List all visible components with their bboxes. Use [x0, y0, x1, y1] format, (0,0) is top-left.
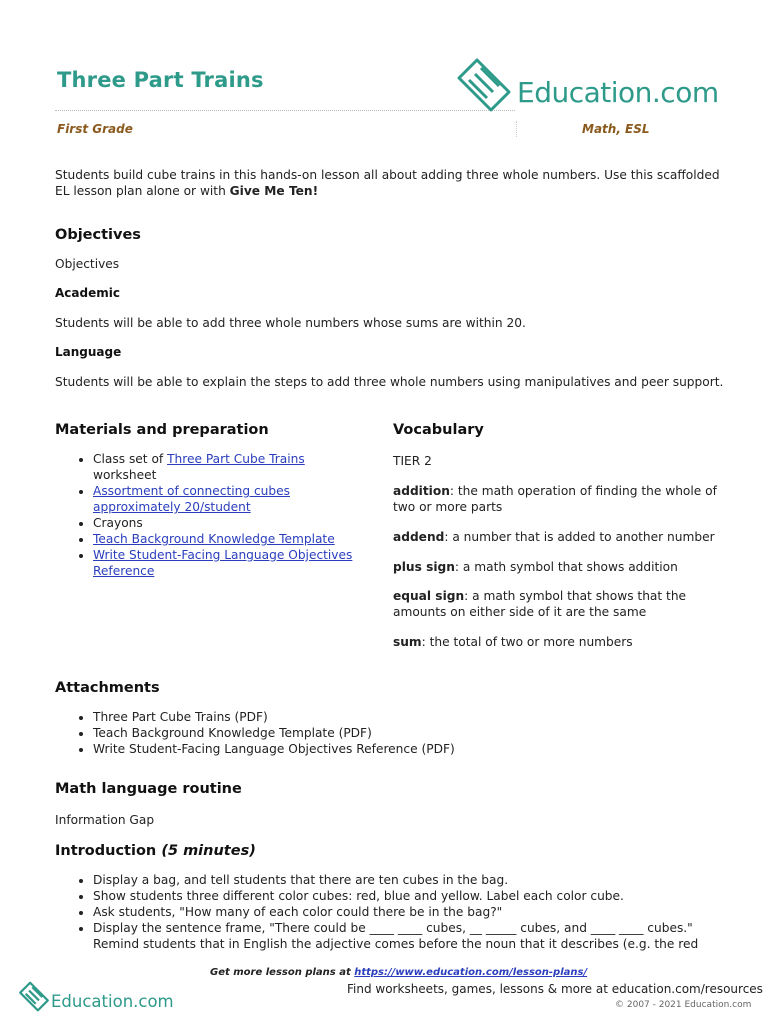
grade-label: First Grade	[57, 122, 133, 136]
attachments-list-container	[55, 709, 715, 757]
list-item	[93, 483, 355, 515]
lesson-plans-link[interactable]: https://www.education.com/lesson-plans/	[354, 967, 588, 978]
list-item: • Ask students, "How many of each color could there be in the bag?"	[93, 904, 725, 920]
page-title: Three Part Trains	[57, 68, 264, 92]
academic-label: Academic	[55, 286, 120, 300]
vocabulary-tier: TIER 2	[393, 454, 432, 468]
materials-heading: Materials and preparation	[55, 422, 269, 438]
language-objective: Students will be able to explain the steps to add three whole numbers using manipulatives and peer support.	[55, 375, 724, 389]
routine-text: Information Gap	[55, 813, 155, 827]
vocab-term: sum: the total of two or more numbers	[393, 635, 633, 649]
list-item: • Crayons	[93, 515, 355, 531]
list-item: • Show students three different color cubes: red, blue and yellow. Label each color cube.	[93, 888, 725, 904]
academic-objective: Students will be able to add three whole numbers whose sums are within 20.	[55, 316, 526, 330]
three-part-cube-trains-link[interactable]: Three Part Cube Trains	[167, 452, 305, 466]
objectives-heading: Objectives	[55, 227, 141, 243]
language-objectives-link[interactable]: Write Student-Facing Language Objectives Reference	[93, 548, 353, 578]
education-logo-icon	[455, 56, 513, 112]
vocab-term: addend: a number that is added to another number	[393, 530, 715, 544]
introduction-duration: (5 minutes)	[161, 843, 256, 859]
education-logo[interactable]	[455, 56, 717, 112]
attachments-list	[55, 709, 715, 757]
materials-list-container	[55, 451, 355, 579]
list-item: • Class set of Three Part Cube Trains worksheet	[93, 451, 355, 483]
footer-copyright: © 2007 - 2021 Education.com	[615, 1000, 752, 1010]
footer-get-more: Get more lesson plans at https://www.education.com/lesson-plans/	[210, 967, 588, 978]
vocab-term: plus sign: a math symbol that shows addition	[393, 560, 678, 574]
vocab-term: equal sign: a math symbol that shows that the amounts on either side of it are the same	[393, 589, 687, 619]
footer-logo[interactable]	[18, 980, 174, 1014]
language-label: Language	[55, 345, 122, 359]
logo-wordmark: Education.com	[517, 76, 719, 109]
footer-find-text: Find worksheets, games, lessons & more at education.com/resources	[347, 982, 763, 996]
background-knowledge-link[interactable]: Teach Background Knowledge Template	[93, 532, 335, 546]
meta-divider	[516, 121, 517, 137]
attachment-item[interactable]: • Teach Background Knowledge Template (PDF)	[93, 725, 715, 741]
introduction-heading: Introduction (5 minutes)	[55, 843, 256, 859]
list-item	[93, 547, 355, 579]
list-item: • Display a bag, and tell students that there are ten cubes in the bag.	[93, 872, 725, 888]
objectives-subheading: Objectives	[55, 257, 120, 271]
footer-logo-wordmark: Education.com	[51, 992, 174, 1011]
vocabulary-heading: Vocabulary	[393, 422, 484, 438]
list-item	[93, 531, 355, 547]
intro-paragraph: Students build cube trains in this hands-on lesson all about adding three whole numbers. Use this scaffolded EL lesson plan alone or with Give Me Ten!	[55, 168, 720, 198]
attachment-item[interactable]: • Write Student-Facing Language Objectives Reference (PDF)	[93, 741, 715, 757]
attachments-heading: Attachments	[55, 680, 160, 696]
routine-heading: Math language routine	[55, 781, 242, 797]
list-item: • Display the sentence frame, "There could be ____ ____ cubes, __ _____ cubes, and ____ ____ cubes." Remind students that in English the adjective comes before the noun that it describes (e.g. the red	[93, 920, 725, 968]
connecting-cubes-link[interactable]: Assortment of connecting cubes approximately 20/student	[93, 484, 290, 514]
vocab-term: addition: the math operation of finding the whole of two or more parts	[393, 484, 717, 514]
give-me-ten-link[interactable]: Give Me Ten!	[229, 184, 319, 198]
attachment-item[interactable]: • Three Part Cube Trains (PDF)	[93, 709, 715, 725]
subject-label: Math, ESL	[582, 122, 650, 136]
materials-list	[55, 451, 355, 579]
header-divider	[55, 110, 515, 111]
footer-logo-icon	[18, 980, 50, 1012]
